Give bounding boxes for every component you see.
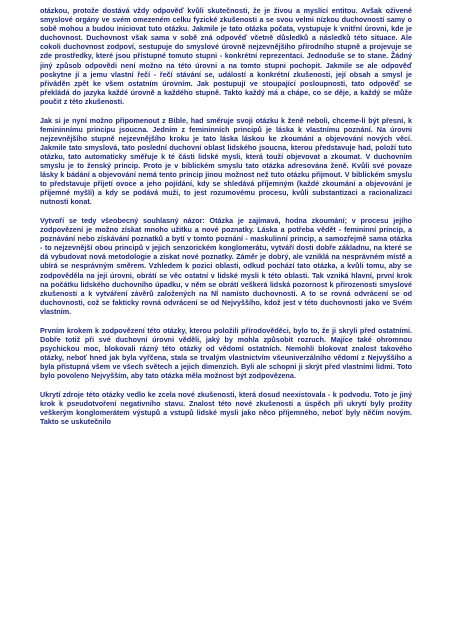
paragraph-3: Vytvoří se tedy všeobecný souhlasný názor: Otázka je zajímavá, hodna zkoumání; v procesu jejího zodpovězení je možno získat mnoho užitku a nové poznatky. Láska a potřeba vědět - femininní princip, a poznávání nebo získávání poznatků a bytí v tomto poznání - maskulinní princip, a samozřejmě sama otázka - to nejzevnější obou principů v jejich senzorickém konglomerátu, vytváří dosti dobře základnu, na které se dá vybudovat nová metodologie a získat nové poznatky. Záměr je dobrý, ale vzniklá na nesprávném místě a ubírá se nesprávným směrem. Vzhledem k pozici oblasti, odkud pochází tato otázka, a kvůli tomu, aby se zodpověděla na její úrovni, obrátí se věc ostatní v lidské mysli k této oblasti. Tak vzniká hlavní, první krok na počátku lidského duchovního úpadku, v něm se obrátí veškerá lidská pozornost k přirozenosti smyslové zkušenosti a k vytváření závěrů založených na NÍ namísto duchovnosti. A to se rovná odvrácení se od duchovnosti, což se fakticky rovná odvrácení se od Nejvyššího, kdož jest v této duchovnosti jako ve Svém vlastním. bbox=[40, 215, 412, 316]
paragraph-4: Prvním krokem k zodpovězení této otázky, kterou položili přírodověděci, bylo to, že ji skryli před ostatními. Dobře totiž při své duchovní úrovni věděli, jaký by mohla způsobit rozruch. Majíce také ohromnou psychickou moc, blokovali rázný této otázky od vědomí ostatních. Nemohli blokovat znalost takového otázky, neboť hned jak byla vyřčena, stala se trvalým vlastnictvím všeuniverzálního vědomí z Nejvyššího a byla přístupná všem ve všech světech a jejich dimenzích. Byli ale schopni ji skrýt před vlastními lidmi. Toto bylo povoleno Nejvyšším, aby tato otázka měla možnost být zodpovězena. bbox=[40, 325, 412, 380]
paragraph-2: Jak si je nyní možno připomenout z Bible, had směruje svoji otázku k ženě neboli, chceme-li být přesní, k femininnímu principu jsoucna. Jedním z femininních principů je láska k vlastnímu poznání. Na úrovni nejzevnějšího stupně nejzevnějšího kroku je tato láska láskou ke zkoumání a objevování nových věcí. Jakmile tato smyslová, tato poslední duchovní oblast lidského jsoucna, kterou představuje had, položí tuto otázku, tato automaticky směřuje k té části lidské mysli, která touží objevovat a zkoumat. V duchovním smyslu je to ženský princip. Proto je v biblickém smyslu tato otázka adresována ženě. Kvůli své povaze lásky k bádání a objevování nemá tento princip jinou možnost než tuto otázku přijmout. V biblickém smyslu to představuje přijetí ovoce a jeho pojídání, kdy se shledává příjemným (každé zkoumání a objevování je příjemné myšli) a kdy se podává muži, to jest rozumovému procesu, kvůli substantizaci a racionalizaci nutnosti konat. bbox=[40, 115, 412, 207]
paragraph-1: otázkou, protože dostává vždy odpověď kvůli skutečnosti, že je živou a myslící entitou. Avšak oživené smyslové orgány ve svém omezeném celku fyzické zkušenosti a se svou velmi nízkou duchovností samy o sobě mohou a budou iniciovat tuto otázku. Jakmile je tato otázka počata, vystupuje k vnitřní úrovni, kde je duchovnost. Duchovnost však sama v sobě zná odpověď včetně důsledků a následků této situace. Ale cokoli duchovnost zodpoví, sestupuje do smyslové úrovně nejzevnějšího přírodního stupně a projevuje se zde prostředky, které jsou přístupné tomuto stupni - konkrétní reprezentaci. Jednoduše se to stane. Žádný jiný způsob odpovědi není možno na této úrovni a na tomto stupni pochopit. Jakmile se ale odpověď poskytne jí a jemu vlastní řečí - řečí stávání se, událostí a konkrétní zkušenosti, její obsah a smysl je přiváděn zpět ke všem ostatním úrovním. Jak postupují ve stoupající posloupnosti, tato odpověď se překládá do jazyka každé úrovně a každého stupně. Takto každý má a chápe, co se děje, a každý se může poučit z této zkušenosti. bbox=[40, 6, 412, 106]
paragraph-5: Ukrytí zdroje této otázky vedlo ke zcela nové zkušenosti, která dosud neexistovala - k podvodu. Toto je jiný krok k pseudotvoření negativního stavu. Znalost této nové zkušenosti a úspěch při ukrytí byly prožity veškerým konglomerátem výstupů a vstupů lidské mysli jako něco příjemného, neboť byly něčím novým. Takto se uskutečnilo bbox=[40, 389, 412, 426]
